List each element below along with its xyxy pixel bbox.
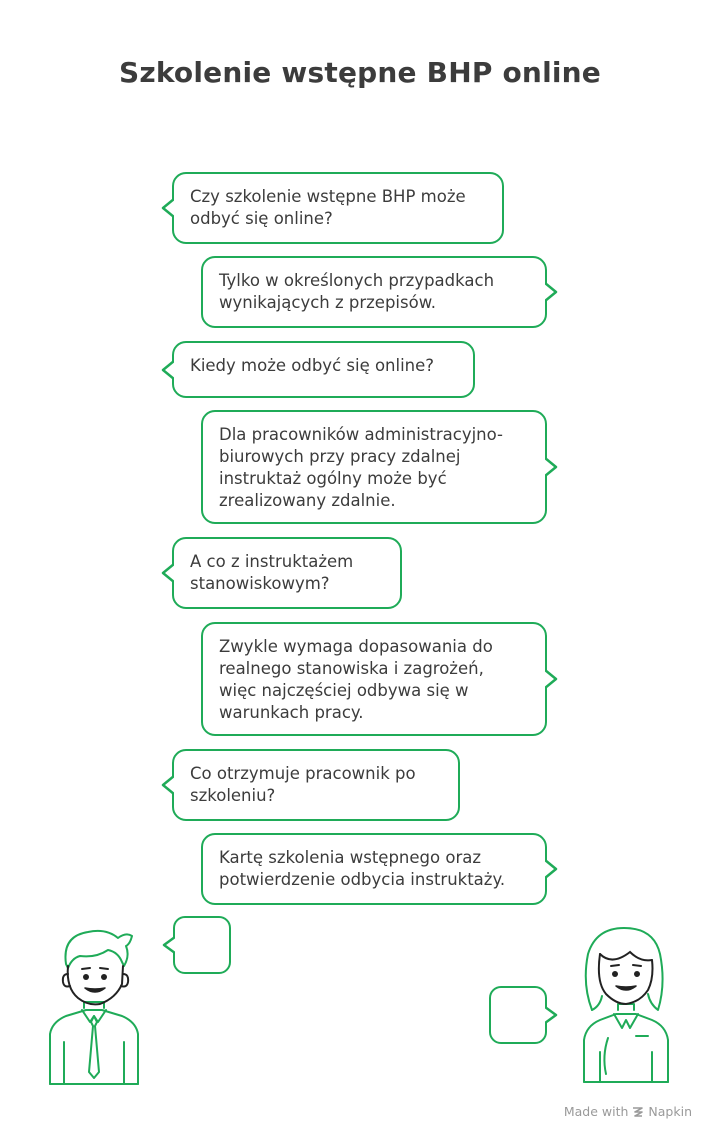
bubble-tail-left: [160, 198, 174, 218]
made-with-label: Made with: [563, 1104, 629, 1119]
chat-bubble-answer-3: [201, 622, 547, 736]
chat-bubble-answer-4: [201, 833, 547, 905]
page-title: Szkolenie wstępne BHP online: [119, 56, 601, 89]
napkin-watermark: [564, 1104, 692, 1119]
bubble-tail-right: [545, 457, 559, 477]
bubble-tail-right: [545, 282, 559, 302]
bubble-text: A co z instruktażem stanowiskowym?: [190, 552, 354, 593]
bubble-tail-left: [160, 775, 174, 795]
bubble-text: Co otrzymuje pracownik po szkoleniu?: [190, 764, 416, 805]
bubble-tail-left: [160, 360, 174, 380]
chat-bubble-answer-2: [201, 410, 547, 524]
bubble-text: Czy szkolenie wstępne BHP może odbyć się online?: [190, 187, 466, 228]
bubble-tail-left: [161, 936, 175, 954]
empty-speech-bubble-trainer: [489, 986, 547, 1044]
bubble-text: Tylko w określonych przypadkach wynikających z przepisów.: [219, 271, 495, 312]
bubble-tail-right: [545, 669, 559, 689]
chat-bubble-question-3: [172, 537, 402, 609]
bubble-tail-right: [545, 859, 559, 879]
chat-bubble-question-1: [172, 172, 504, 244]
bubble-text: Kartę szkolenia wstępnego oraz potwierdzenie odbycia instruktaży.: [219, 848, 506, 889]
bubble-tail-right: [545, 1006, 559, 1024]
bubble-text: Kiedy może odbyć się online?: [190, 356, 435, 375]
bubble-text: Zwykle wymaga dopasowania do realnego stanowiska i zagrożeń, więc najczęściej odbywa się w warunkach pracy.: [219, 637, 493, 722]
chat-bubble-question-2: [172, 341, 475, 398]
empty-speech-bubble-employee: [173, 916, 231, 974]
bubble-tail-left: [160, 563, 174, 583]
chat-bubble-answer-1: [201, 256, 547, 328]
napkin-brand-label: Napkin: [648, 1104, 692, 1119]
chat-bubble-question-4: [172, 749, 460, 821]
napkin-logo-icon: [632, 1106, 644, 1118]
bubble-text: Dla pracowników administracyjno- biurowych przy pracy zdalnej instruktaż ogólny może być zrealizowany zdalnie.: [219, 425, 503, 510]
male-character-illustration: [44, 922, 144, 1087]
female-character-illustration: [578, 924, 674, 1086]
